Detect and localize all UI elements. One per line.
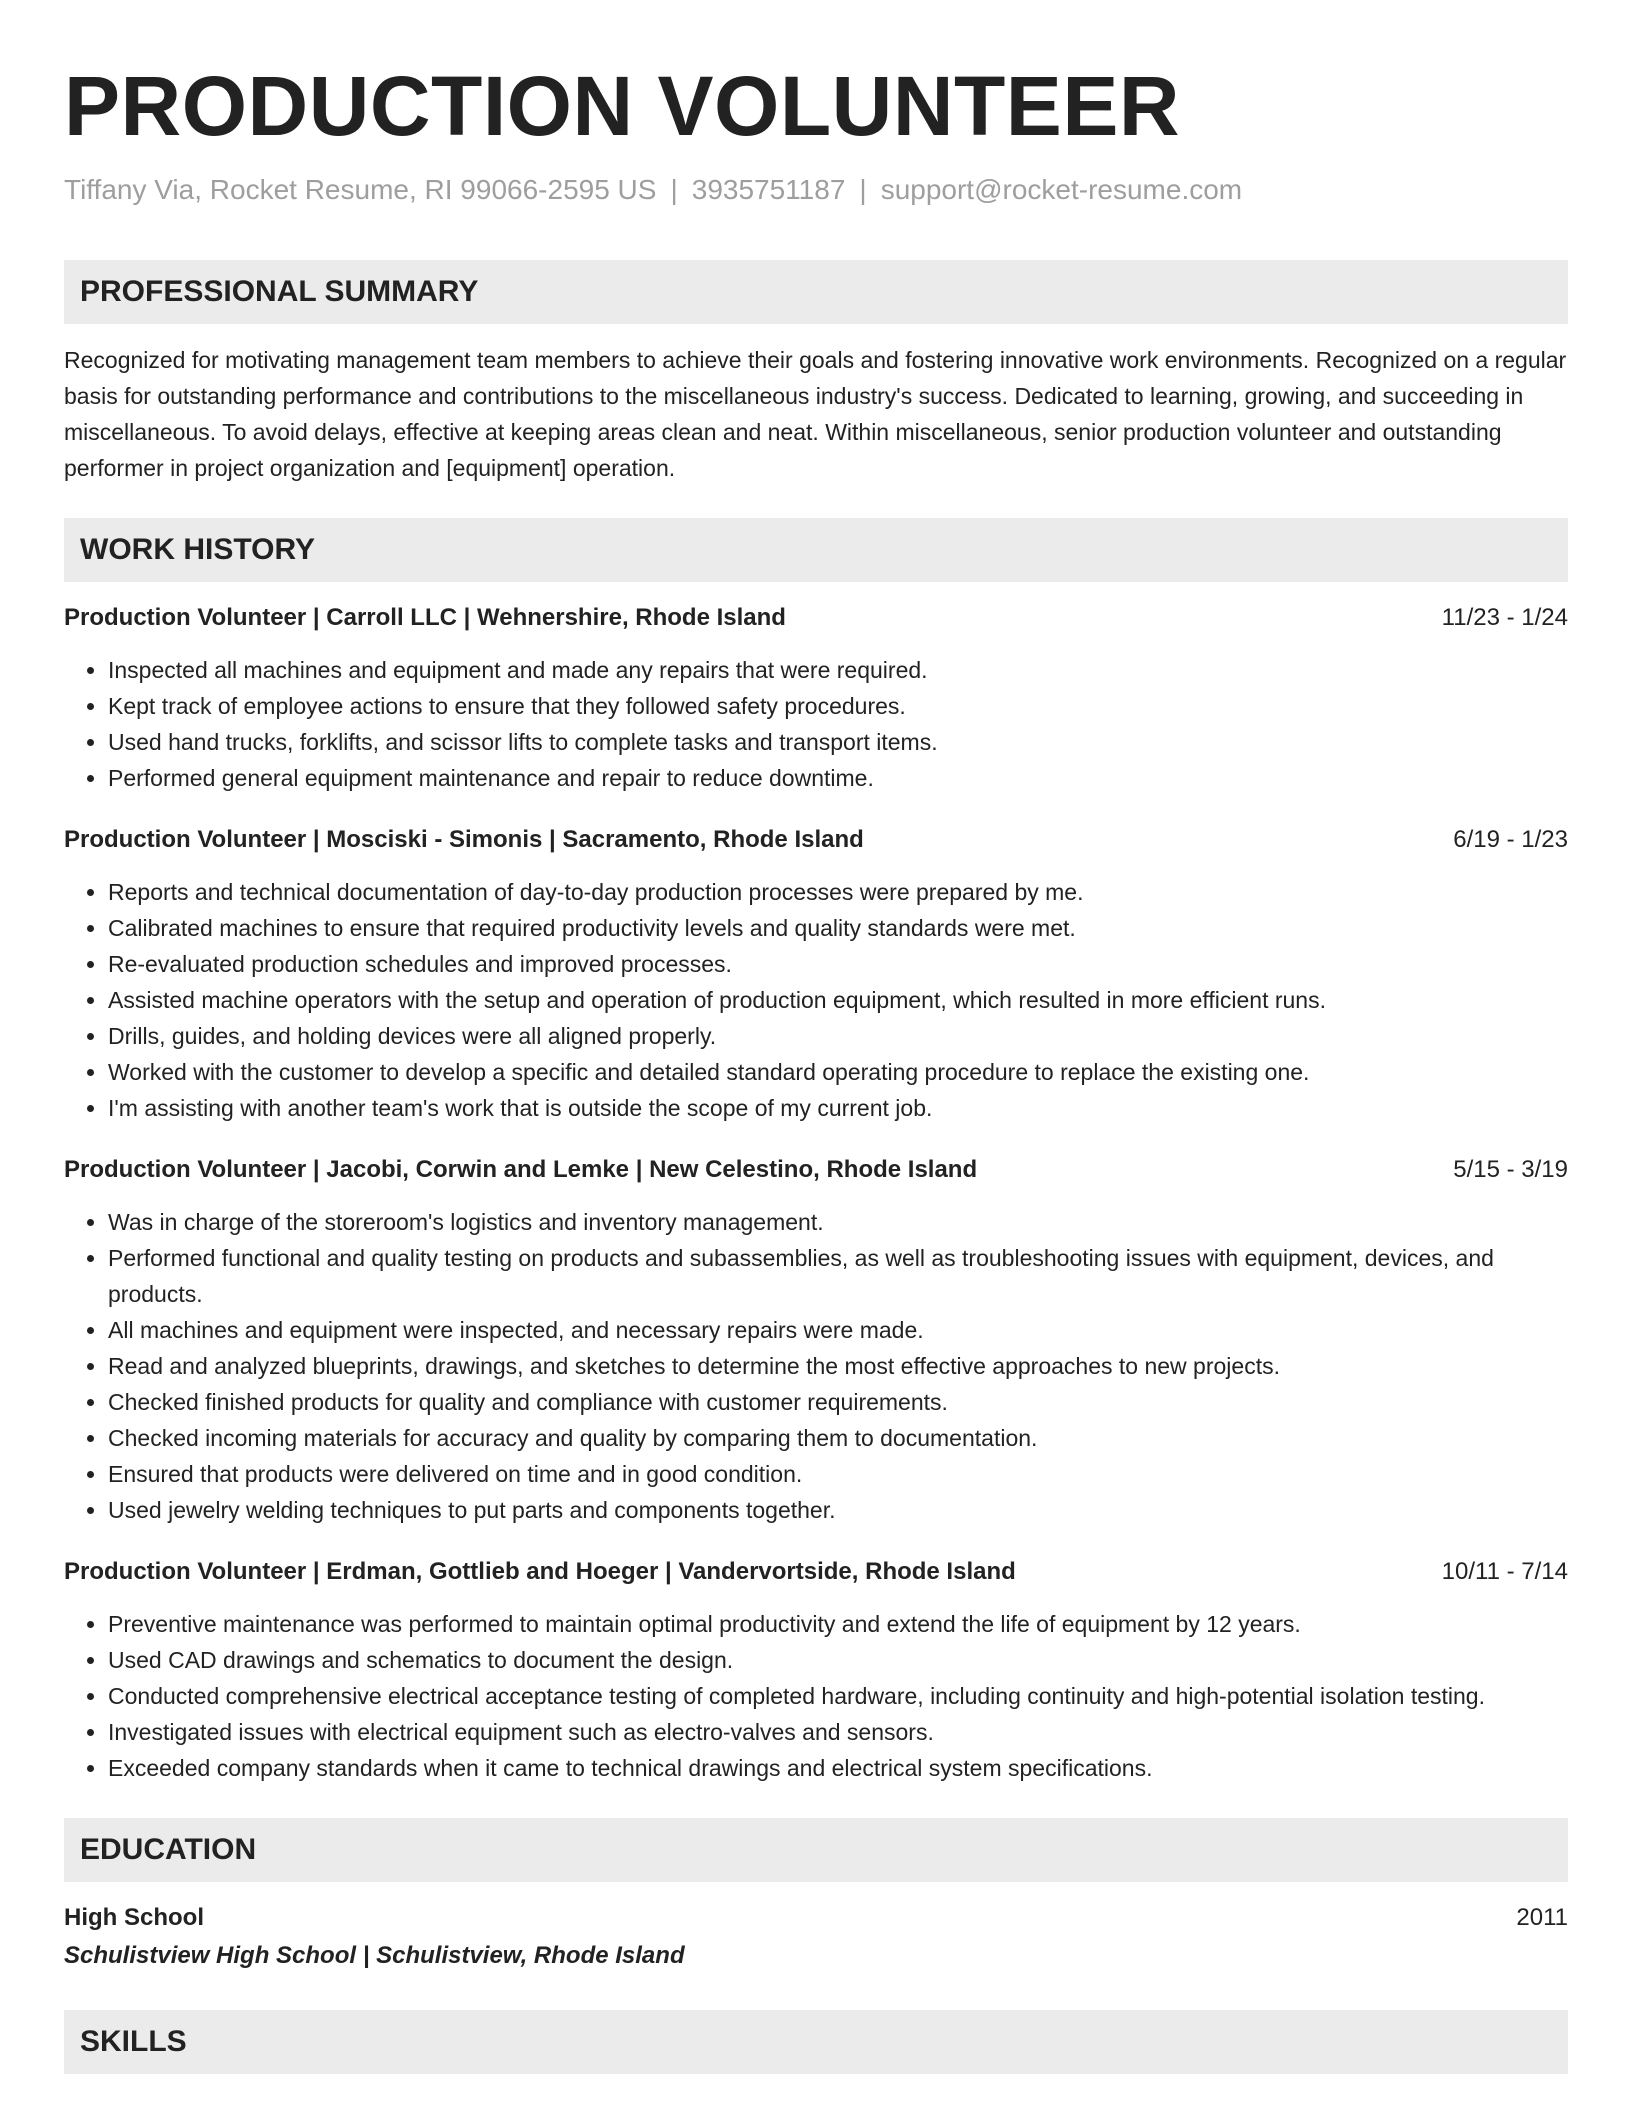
bullet-item: • Used jewelry welding techniques to put parts and components together. bbox=[108, 1492, 1568, 1528]
education-school: Schulistview High School | Schulistview, Rhode Island bbox=[64, 1942, 685, 1969]
bullet-item: • Calibrated machines to ensure that required productivity levels and quality standards were met. bbox=[108, 910, 1568, 946]
section-header-summary: PROFESSIONAL SUMMARY bbox=[64, 260, 1568, 324]
bullet-item: • Drills, guides, and holding devices were all aligned properly. bbox=[108, 1018, 1568, 1054]
job-bullets bbox=[64, 874, 1568, 1126]
contact-separator: | bbox=[859, 174, 867, 205]
resume-title: PRODUCTION VOLUNTEER bbox=[64, 59, 1181, 153]
job-heading: Production Volunteer | Mosciski - Simonis | Sacramento, Rhode Island bbox=[64, 826, 864, 853]
job-heading: Production Volunteer | Carroll LLC | Wehnershire, Rhode Island bbox=[64, 604, 786, 631]
job-bullets bbox=[64, 1606, 1568, 1786]
bullet-item: • I'm assisting with another team's work that is outside the scope of my current job. bbox=[108, 1090, 1568, 1126]
bullet-item: • Used CAD drawings and schematics to document the design. bbox=[108, 1642, 1568, 1678]
bullet-item: • Worked with the customer to develop a specific and detailed standard operating procedure to replace the existing one. bbox=[108, 1054, 1568, 1090]
summary-text: Recognized for motivating management team members to achieve their goals and fostering innovative work environments. Recognized on a regular basis for outstanding performance and contributions to the miscellaneous industry's success. Dedicated to learning, growing, and succeeding in miscellaneous. To avoid delays, effective at keeping areas clean and neat. Within miscellaneous, senior production volunteer and outstanding performer in project organization and [equipment] operation. bbox=[64, 347, 1567, 481]
bullet-item: • Investigated issues with electrical equipment such as electro-valves and sensors. bbox=[108, 1714, 1568, 1750]
bullet-item: • Was in charge of the storeroom's logistics and inventory management. bbox=[108, 1204, 1568, 1240]
education-year: 2011 bbox=[1516, 1904, 1568, 1931]
bullet-item: • Assisted machine operators with the setup and operation of production equipment, which resulted in more efficient runs. bbox=[108, 982, 1568, 1018]
job-header bbox=[64, 1554, 1568, 1590]
resume-page bbox=[64, 58, 1568, 2074]
job-heading: Production Volunteer | Jacobi, Corwin and Lemke | New Celestino, Rhode Island bbox=[64, 1156, 978, 1183]
job-dates: 5/15 - 3/19 bbox=[1453, 1156, 1568, 1183]
bullet-item: • Preventive maintenance was performed to maintain optimal productivity and extend the life of equipment by 12 years. bbox=[108, 1606, 1568, 1642]
bullet-item: • Read and analyzed blueprints, drawings, and sketches to determine the most effective approaches to new projects. bbox=[108, 1348, 1568, 1384]
section-header-education: EDUCATION bbox=[64, 1818, 1568, 1882]
contact-phone: 3935751187 bbox=[691, 174, 846, 205]
education-entry bbox=[64, 1900, 1568, 1976]
job-entry bbox=[64, 1152, 1568, 1528]
bullet-item: • Performed general equipment maintenance and repair to reduce downtime. bbox=[108, 760, 1568, 796]
job-entry bbox=[64, 1554, 1568, 1786]
bullet-item: • Exceeded company standards when it came to technical drawings and electrical system specifications. bbox=[108, 1750, 1568, 1786]
job-heading: Production Volunteer | Erdman, Gottlieb and Hoeger | Vandervortside, Rhode Island bbox=[64, 1558, 1016, 1585]
education-degree: High School bbox=[64, 1904, 204, 1931]
education-header bbox=[64, 1900, 1568, 1936]
job-entry bbox=[64, 822, 1568, 1126]
bullet-item: • Checked incoming materials for accuracy and quality by comparing them to documentation. bbox=[108, 1420, 1568, 1456]
bullet-item: • Re-evaluated production schedules and improved processes. bbox=[108, 946, 1568, 982]
contact-separator: | bbox=[670, 174, 678, 205]
contact-address: Tiffany Via, Rocket Resume, RI 99066-2595 US bbox=[64, 174, 657, 205]
bullet-item: • Performed functional and quality testing on products and subassemblies, as well as troubleshooting issues with equipment, devices, and products. bbox=[108, 1240, 1568, 1312]
job-dates: 6/19 - 1/23 bbox=[1453, 826, 1568, 853]
job-entry bbox=[64, 600, 1568, 796]
bullet-item: • All machines and equipment were inspected, and necessary repairs were made. bbox=[108, 1312, 1568, 1348]
bullet-item: • Ensured that products were delivered on time and in good condition. bbox=[108, 1456, 1568, 1492]
bullet-item: • Inspected all machines and equipment and made any repairs that were required. bbox=[108, 652, 1568, 688]
bullet-item: • Used hand trucks, forklifts, and scissor lifts to complete tasks and transport items. bbox=[108, 724, 1568, 760]
job-dates: 10/11 - 7/14 bbox=[1441, 1558, 1568, 1585]
job-header bbox=[64, 822, 1568, 858]
job-header bbox=[64, 1152, 1568, 1188]
section-header-work-history: WORK HISTORY bbox=[64, 518, 1568, 582]
contact-line bbox=[64, 172, 1568, 208]
job-bullets bbox=[64, 652, 1568, 796]
bullet-item: • Reports and technical documentation of day-to-day production processes were prepared by me. bbox=[108, 874, 1568, 910]
job-header bbox=[64, 600, 1568, 636]
bullet-item: • Conducted comprehensive electrical acceptance testing of completed hardware, including continuity and high-potential isolation testing. bbox=[108, 1678, 1568, 1714]
bullet-item: • Kept track of employee actions to ensure that they followed safety procedures. bbox=[108, 688, 1568, 724]
job-dates: 11/23 - 1/24 bbox=[1441, 604, 1568, 631]
job-bullets bbox=[64, 1204, 1568, 1528]
section-header-skills: SKILLS bbox=[64, 2010, 1568, 2074]
contact-email[interactable]: support@rocket-resume.com bbox=[880, 174, 1243, 205]
bullet-item: • Checked finished products for quality and compliance with customer requirements. bbox=[108, 1384, 1568, 1420]
